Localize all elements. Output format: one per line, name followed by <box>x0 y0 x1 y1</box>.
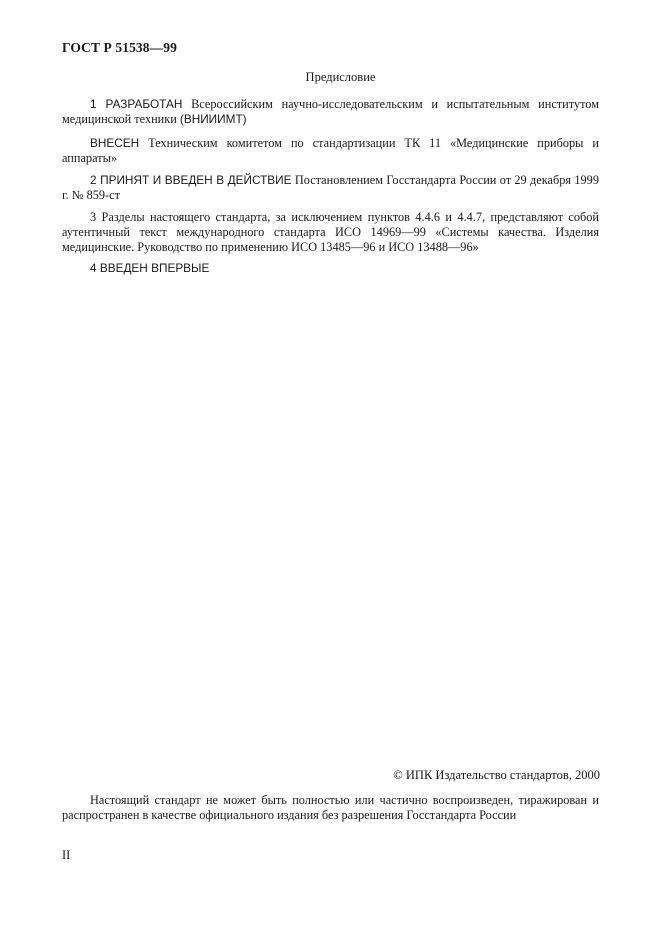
paragraph-lead: ВНЕСЕН <box>90 136 140 150</box>
paragraph-lead: 2 ПРИНЯТ И ВВЕДЕН В ДЕЙСТВИЕ <box>90 173 292 187</box>
paragraph-adopted <box>62 173 599 203</box>
paragraph-text: Всероссийским научно-исследовательским и испытательным институтом медицинской техники <box>62 97 599 126</box>
paragraph-text: Техническим комитетом по стандартизации ТК 11 «Медицинские приборы и аппараты» <box>62 136 599 165</box>
paragraph-developed-by <box>62 97 599 127</box>
copyright-line: © ИПК Издательство стандартов, 2000 <box>393 768 600 782</box>
standard-code-header: ГОСТ Р 51538—99 <box>62 40 177 55</box>
paragraph-sections: 3 Разделы настоящего стандарта, за исключением пунктов 4.4.6 и 4.4.7, представляют собой аутентичный текст международного стандарта ИСО 14969—99 «Системы качества. Изделия медицинские. Руководство по применению ИСО 13485—96 и ИСО 13488—96» <box>62 210 599 254</box>
page-number: II <box>62 848 71 862</box>
paragraph-lead: 4 ВВЕДЕН ВПЕРВЫЕ <box>90 261 210 275</box>
paragraph-lead: 1 РАЗРАБОТАН <box>90 97 183 111</box>
organization-abbreviation: (ВНИИИМТ) <box>179 112 247 126</box>
paragraph-first-introduced <box>62 261 599 276</box>
paragraph-introduced-by <box>62 136 599 166</box>
page-title: Предисловие <box>305 70 376 84</box>
paragraph-text: Постановлением Госстандарта России от 29 декабря 1999 г. № 859-ст <box>62 173 599 202</box>
reproduction-notice: Настоящий стандарт не может быть полностью или частично воспроизведен, тиражирован и распространен в качестве официального издания без разрешения Госстандарта России <box>62 793 599 822</box>
